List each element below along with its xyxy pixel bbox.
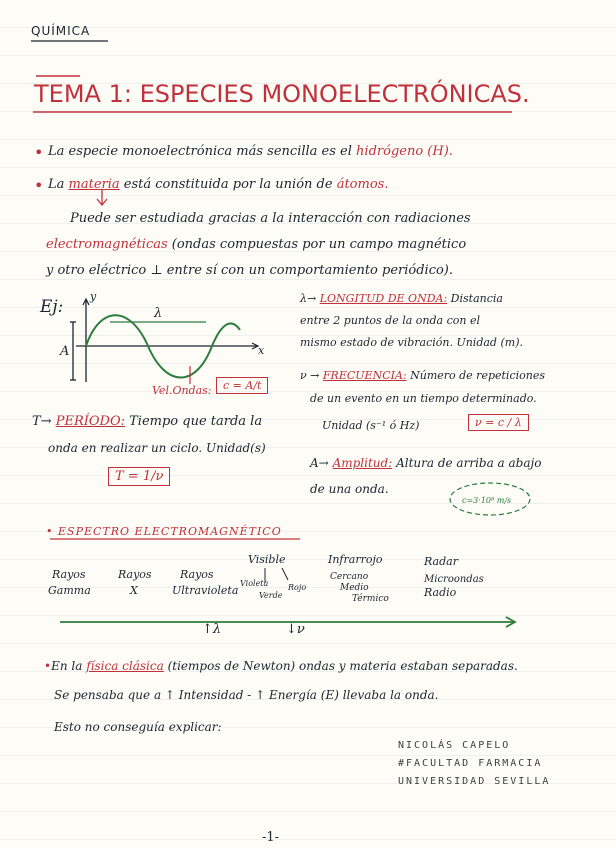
- period-formula: T = 1/ν: [108, 467, 170, 486]
- spectrum-radar: Radar: [424, 555, 458, 568]
- lambda-label: λ: [154, 306, 163, 321]
- wave-speed-formula: c = A/t: [216, 377, 268, 394]
- spectrum-green: Verde: [259, 591, 283, 600]
- amplitude-label: A: [60, 344, 70, 359]
- classical-physics-line-3: Esto no conseguía explicar:: [54, 720, 222, 734]
- frequency-definition-line: de un evento en un tiempo determinado.: [310, 392, 537, 405]
- classical-physics-line-2: Se pensaba que a ↑ Intensidad - ↑ Energía (E) llevaba la onda.: [54, 688, 439, 702]
- bullet-dot: •: [34, 143, 44, 162]
- frequency-formula: ν = c / λ: [468, 414, 529, 431]
- wavelength-definition-line: mismo estado de vibración. Unidad (m).: [300, 336, 523, 349]
- spectrum-infrared-near: Cercano: [330, 572, 369, 582]
- bullet-2: La materia está constituida por la unión de átomos.: [48, 177, 389, 192]
- spectrum-infrared: Infrarrojo: [328, 553, 383, 566]
- speed-of-light-note: c=3·10⁸ m/s: [462, 496, 512, 505]
- wave-axes: [76, 299, 258, 382]
- bullet-dot: •: [34, 176, 44, 195]
- classical-physics-line: •En la física clásica (tiempos de Newton) ondas y materia estaban separadas.: [44, 659, 518, 673]
- spectrum-visible: Visible: [248, 553, 286, 566]
- spectrum-red: Rojo: [288, 583, 307, 592]
- spectrum-gamma: Gamma: [48, 584, 91, 597]
- spectrum-xray: Rayos: [118, 568, 152, 581]
- spectrum-title: • ESPECTRO ELECTROMAGNÉTICO: [46, 525, 282, 538]
- page-number: -1-: [262, 830, 280, 845]
- frequency-definition-title: ν → FRECUENCIA: Número de repeticiones: [300, 369, 545, 382]
- y-axis-label: y: [90, 290, 97, 303]
- amplitude-definition-line: de una onda.: [310, 482, 389, 496]
- paragraph-line-2: electromagnéticas (ondas compuestas por un campo magnético: [46, 237, 467, 252]
- paragraph-line-1: Puede ser estudiada gracias a la interacción con radiaciones: [70, 211, 471, 226]
- spectrum-radio: Radio: [424, 586, 457, 599]
- spectrum-gamma: Rayos: [52, 568, 86, 581]
- arrow-lambda-label: ↑λ: [202, 622, 222, 637]
- spectrum-violet: Violeta: [240, 579, 269, 588]
- arrow-nu-label: ↓ν: [286, 622, 305, 637]
- spectrum-infrared-thermal: Térmico: [352, 594, 389, 604]
- spectrum-uv: Rayos: [180, 568, 214, 581]
- spectrum-xray: X: [130, 584, 138, 597]
- spectrum-microwave: Microondas: [424, 574, 484, 585]
- wave-speed-label: Vel.Ondas:: [152, 384, 212, 397]
- signature-university: UNIVERSIDAD SEVILLA: [398, 776, 551, 787]
- subject-header: QUÍMICA: [31, 24, 91, 38]
- spectrum-uv: Ultravioleta: [172, 584, 239, 597]
- amplitude-definition-title: A→ Amplitud: Altura de arriba a abajo: [310, 456, 542, 470]
- paragraph-line-3: y otro eléctrico ⊥ entre sí con un comportamiento periódico).: [46, 263, 454, 278]
- period-definition-line: onda en realizar un ciclo. Unidad(s): [48, 441, 266, 455]
- wavelength-definition-line: entre 2 puntos de la onda con el: [300, 314, 480, 327]
- period-definition-title: T→ PERÍODO: Tiempo que tarda la: [32, 414, 263, 429]
- signature-faculty: #FACULTAD FARMACIA: [398, 758, 543, 769]
- spectrum-infrared-mid: Medio: [340, 583, 369, 593]
- frequency-definition-line: Unidad (s⁻¹ ó Hz): [322, 419, 420, 432]
- wavelength-definition-title: λ→ LONGITUD DE ONDA: Distancia: [300, 292, 503, 305]
- example-label: Ej:: [40, 297, 64, 317]
- page-title: TEMA 1: ESPECIES MONOELECTRÓNICAS.: [34, 80, 530, 108]
- bullet-1: La especie monoelectrónica más sencilla es el hidrógeno (H).: [48, 144, 453, 159]
- x-axis-label: x: [258, 344, 265, 357]
- signature-name: NICOLÁS CAPELO: [398, 740, 511, 751]
